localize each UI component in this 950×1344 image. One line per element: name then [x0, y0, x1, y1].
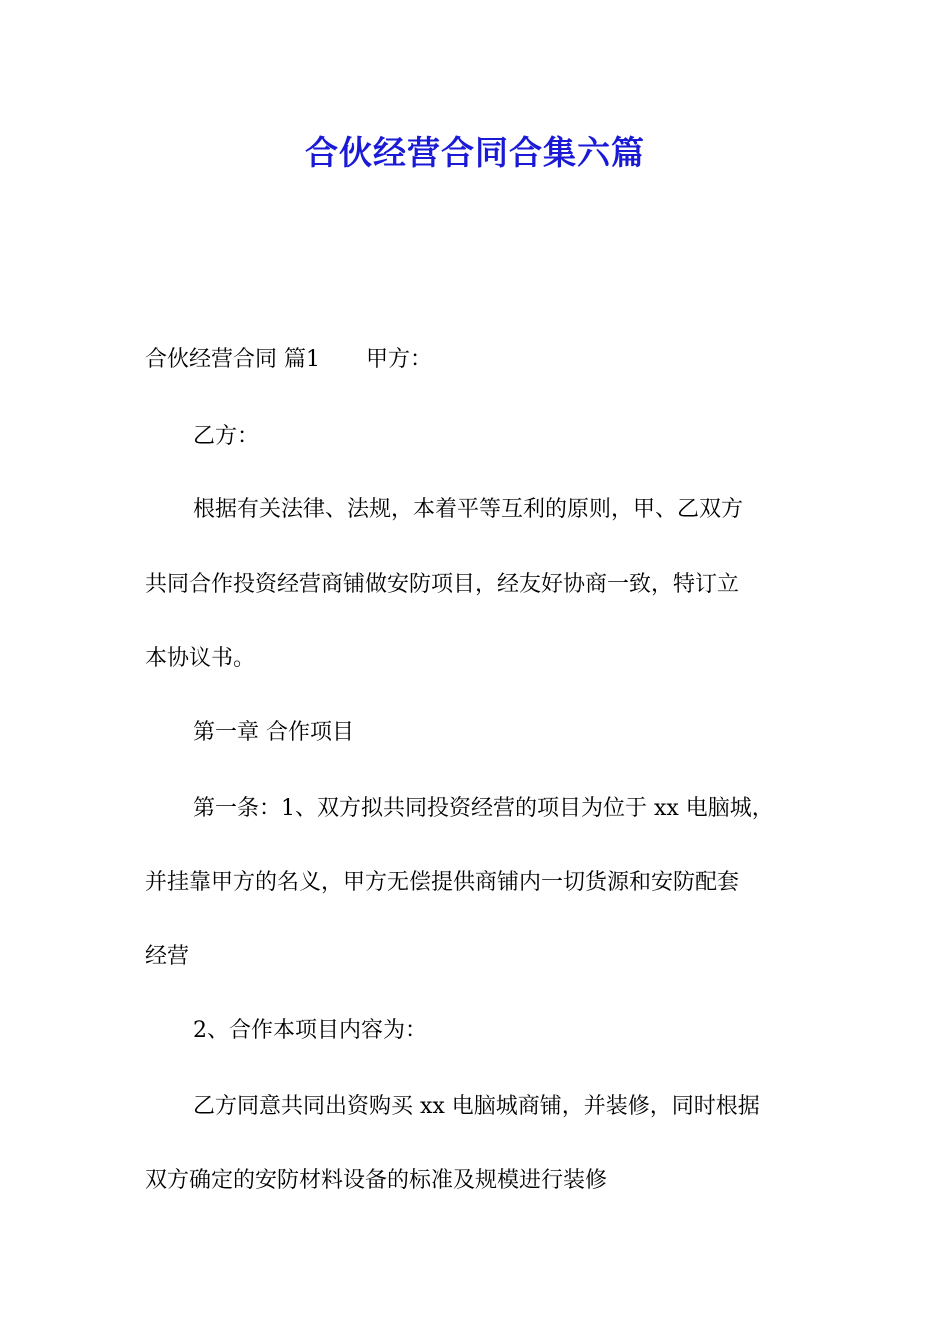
paragraph-line: 共同合作投资经营商铺做安防项目，经友好协商一致，特订立 — [145, 572, 740, 597]
paragraph-line: 乙方同意共同出资购买 xx 电脑城商铺，并装修，同时根据 — [193, 1094, 760, 1119]
chapter-heading: 第一章 合作项目 — [193, 720, 354, 745]
party-a-label: 甲方： — [366, 347, 433, 372]
paragraph-line: 本协议书。 — [145, 646, 256, 671]
item-line: 2、合作本项目内容为： — [193, 1018, 427, 1043]
article-line: 并挂靠甲方的名义，甲方无偿提供商铺内一切货源和安防配套 — [145, 870, 740, 895]
contract-heading-line — [145, 345, 432, 375]
paragraph-line: 双方确定的安防材料设备的标准及规模进行装修 — [145, 1168, 608, 1193]
contract-heading: 合伙经营合同 篇1 — [145, 347, 320, 372]
paragraph-line: 根据有关法律、法规，本着平等互利的原则，甲、乙双方 — [193, 497, 744, 522]
article-line: 第一条：1、双方拟共同投资经营的项目为位于 xx 电脑城， — [193, 796, 774, 821]
article-line: 经营 — [145, 944, 190, 969]
document-title: 合伙经营合同合集六篇 — [305, 133, 645, 172]
party-b-label: 乙方： — [193, 424, 260, 449]
